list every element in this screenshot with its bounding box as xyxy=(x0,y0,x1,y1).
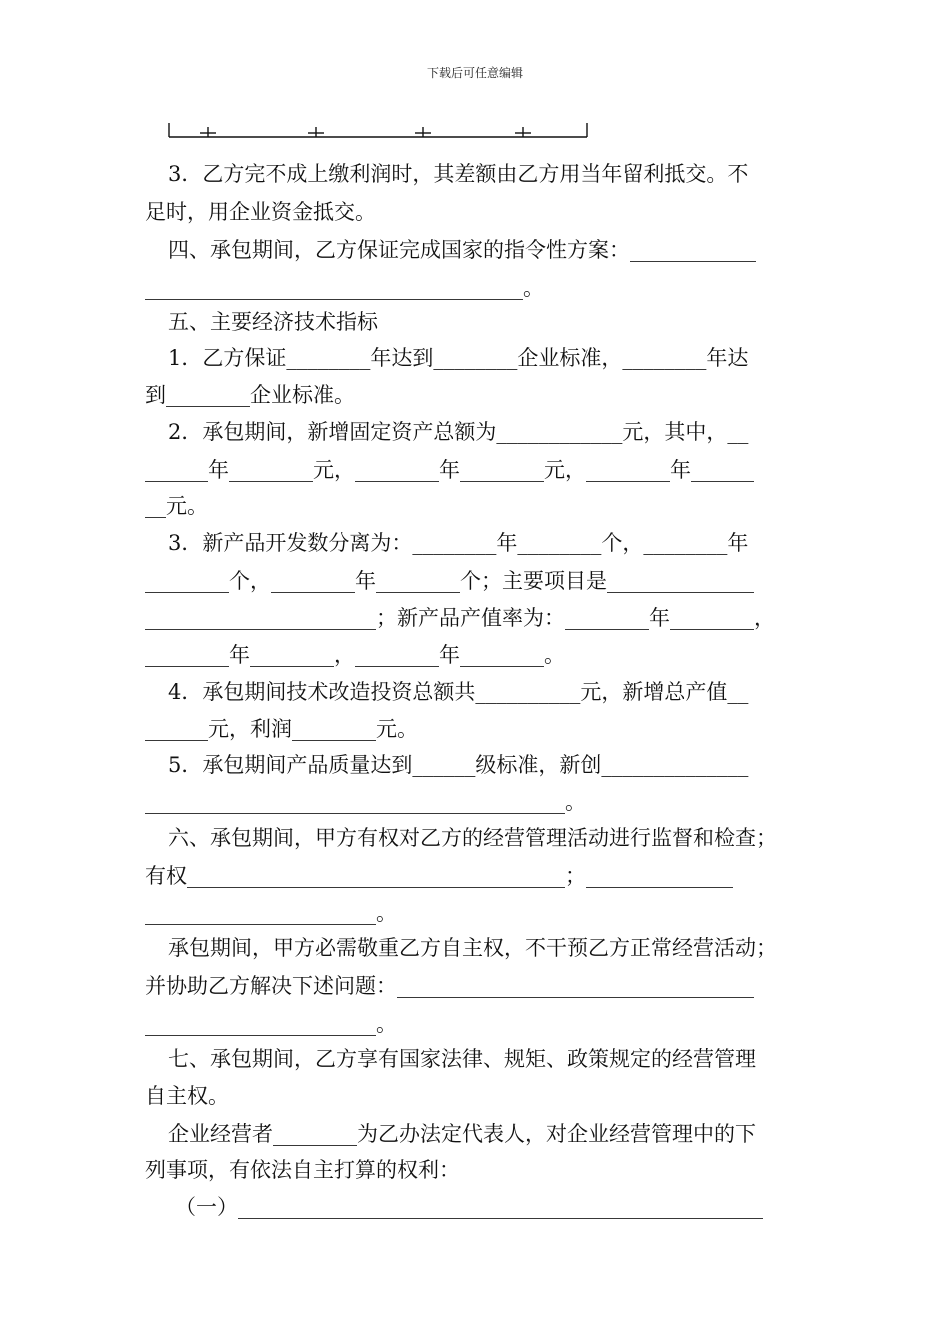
text-line: 并协助乙方解决下述问题：__________________________________ xyxy=(145,974,754,998)
text-line: 七、承包期间，乙方享有国家法律、规矩、政策规定的经营管理 xyxy=(168,1047,756,1071)
text-line: 足时，用企业资金抵交。 xyxy=(145,200,376,224)
text-line: 有权____________________________________；______________ xyxy=(145,864,733,888)
text-line: ______________________。 xyxy=(145,901,397,925)
text-line: 五、主要经济技术指标 xyxy=(168,310,378,334)
text-line: ______元，利润________元。 xyxy=(145,717,418,741)
text-line: 自主权。 xyxy=(145,1084,229,1108)
text-line: 列事项，有依法自主打算的权利： xyxy=(145,1158,460,1182)
text-line: ____________________________________。 xyxy=(145,276,544,300)
text-line: ________个，________年________个；主要项目是______________ xyxy=(145,569,754,593)
text-line: ______________________。 xyxy=(145,1012,397,1036)
text-line: 5．承包期间产品质量达到______级标准，新创______________ xyxy=(168,753,749,777)
text-line: ______年________元，________年________元，________年______ xyxy=(145,458,754,482)
page-header: 下载后可任意编辑 xyxy=(426,66,523,80)
text-line: ________年________，________年________。 xyxy=(145,643,565,667)
text-line: 四、承包期间，乙方保证完成国家的指令性方案：____________ xyxy=(168,238,756,262)
text-line: ________________________________________。 xyxy=(145,790,586,814)
text-line: 4．承包期间技术改造投资总额共__________元，新增总产值__ xyxy=(168,680,749,704)
text-line: 1．乙方保证________年达到________企业标准，________年达 xyxy=(168,346,749,370)
text-line: 六、承包期间，甲方有权对乙方的经营管理活动进行监督和检查； xyxy=(168,826,777,850)
text-line: 承包期间，甲方必需敬重乙方自主权，不干预乙方正常经营活动； xyxy=(168,936,777,960)
text-line: 2．承包期间，新增固定资产总额为____________元，其中，__ xyxy=(168,420,749,444)
text-line: 3．乙方完不成上缴利润时，其差额由乙方用当年留利抵交。不 xyxy=(168,162,749,186)
text-line: 企业经营者________为乙办法定代表人，对企业经营管理中的下 xyxy=(168,1122,756,1146)
text-line: __元。 xyxy=(145,494,208,518)
text-line: （一）__________________________________________________ xyxy=(175,1195,763,1219)
text-line: 3．新产品开发数分离为：________年________个，________年 xyxy=(168,531,749,555)
table-rule-fragment xyxy=(168,122,588,140)
text-line: 到________企业标准。 xyxy=(145,383,355,407)
text-line: ______________________；新产品产值率为：________年________， xyxy=(145,606,775,630)
